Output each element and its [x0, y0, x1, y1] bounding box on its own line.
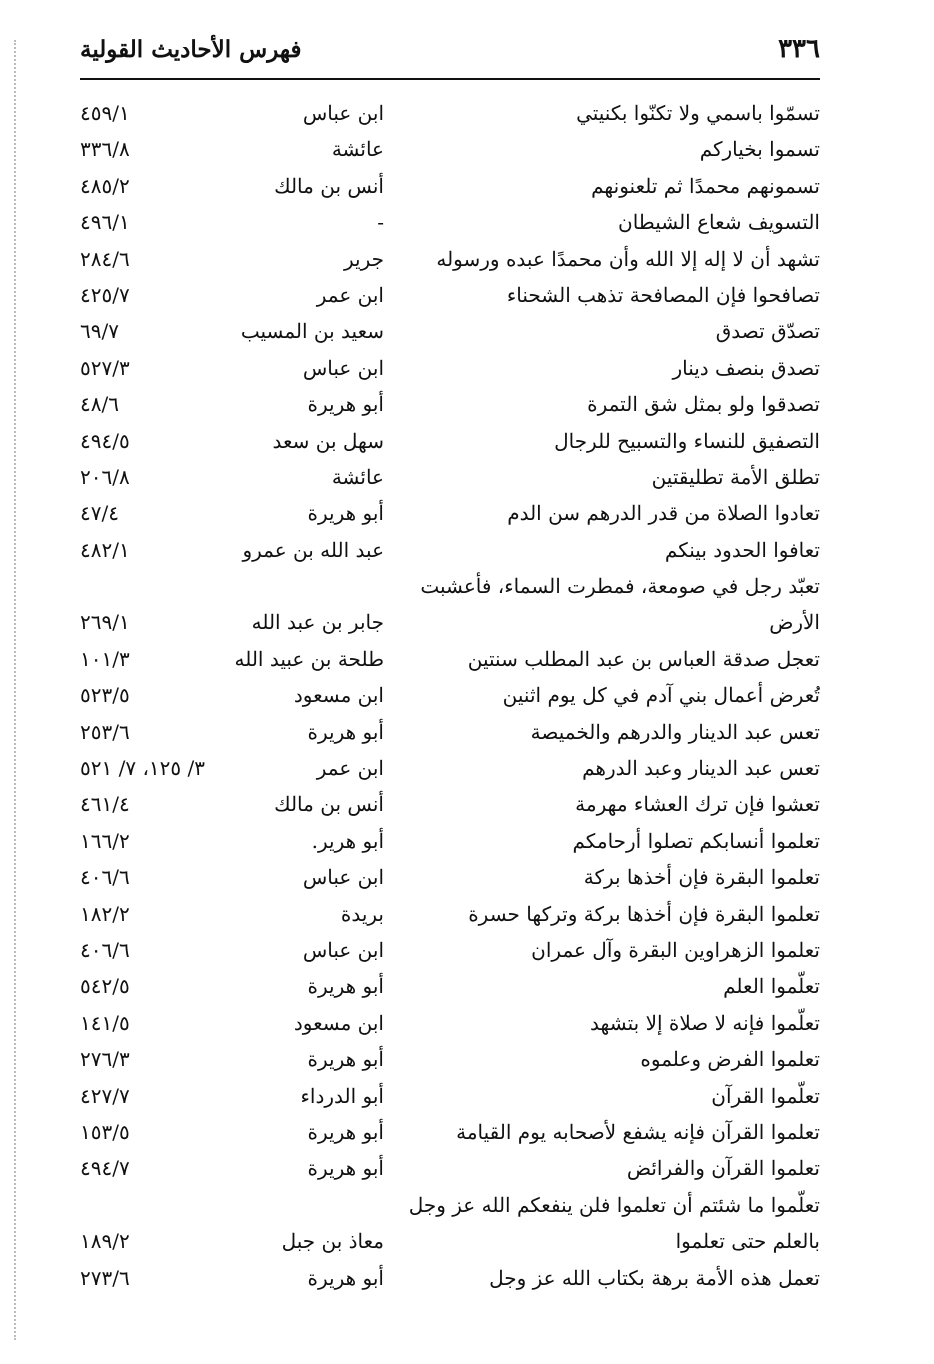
- index-entry-row: [80, 677, 820, 713]
- index-entry-row: [80, 714, 820, 750]
- narrator-name: عائشة: [331, 464, 384, 489]
- hadith-text: تعمل هذه الأمة برهة بكتاب الله عز وجل: [489, 1265, 820, 1290]
- volume-page-reference: ١٠١/٣: [80, 646, 130, 671]
- index-entry-row: [80, 350, 820, 386]
- index-entry-row: [80, 786, 820, 822]
- index-entry-row: [80, 313, 820, 349]
- index-entry-row: [80, 277, 820, 313]
- index-entry-row: [80, 968, 820, 1004]
- volume-page-reference: ٤٨/٦: [80, 392, 119, 417]
- narrator-name: أبو هريرة: [307, 392, 384, 417]
- narrator-name: أبو هريرة: [307, 1156, 384, 1181]
- narrator-name: أبو هريرة: [307, 501, 384, 526]
- hadith-text: تسمّوا باسمي ولا تكنّوا بكنيتي: [576, 101, 820, 125]
- narrator-name: عائشة: [331, 137, 384, 162]
- narrator-name: أبو هريرة: [307, 974, 384, 999]
- volume-page-reference: ٢٦٩/١: [80, 610, 130, 635]
- index-entry-row: [80, 95, 820, 131]
- index-entry-row: [80, 1260, 820, 1296]
- hadith-text: تعلموا أنسابكم تصلوا أرحامكم: [572, 828, 820, 853]
- hadith-text: التصفيق للنساء والتسبيح للرجال: [554, 428, 820, 453]
- volume-page-reference: ٤٢٧/٧: [80, 1083, 130, 1108]
- hadith-text: تشهد أن لا إله إلا الله وأن محمدًا عبده ورسوله: [436, 246, 820, 271]
- volume-page-reference: ١٨٢/٢: [80, 901, 130, 926]
- volume-page-reference: ٤٩٤/٧: [80, 1156, 130, 1181]
- hadith-text: تصدق بنصف دينار: [672, 355, 820, 380]
- index-entry-row: [80, 423, 820, 459]
- volume-page-reference: ١٨٩/٢: [80, 1229, 130, 1254]
- index-entry-row: [80, 932, 820, 968]
- volume-page-reference: ٤٨٥/٢: [80, 173, 130, 198]
- hadith-text: تعلموا القرآن فإنه يشفع لأصحابه يوم القيامة: [456, 1119, 820, 1144]
- hadith-index-list: [80, 95, 820, 1295]
- hadith-text: تعلموا الزهراوين البقرة وآل عمران: [531, 938, 820, 962]
- volume-page-reference: ٥٤٢/٥: [80, 974, 130, 999]
- index-entry-row: [80, 495, 820, 531]
- hadith-text: تصدقوا ولو بمثل شق التمرة: [587, 392, 820, 417]
- narrator-name: جرير: [344, 246, 384, 271]
- index-entry-row: [80, 1078, 820, 1114]
- hadith-text: تعلّموا القرآن: [711, 1083, 820, 1108]
- hadith-text: تعلّموا العلم: [723, 974, 820, 999]
- hadith-text: التسويف شعاع الشيطان: [618, 210, 820, 235]
- hadith-text: تعلموا البقرة فإن أخذها بركة وتركها حسرة: [468, 901, 820, 926]
- narrator-name: أبو هريرة: [307, 1119, 384, 1144]
- narrator-name: سهل بن سعد: [272, 428, 384, 453]
- hadith-text: تعلّموا ما شئتم أن تعلموا فلن ينفعكم الله عز وجل بالعلم حتى تعلموا: [408, 1192, 820, 1254]
- narrator-name: أبو هريرة: [307, 1265, 384, 1290]
- index-entry-row: [80, 568, 820, 641]
- volume-page-reference: ٤٩٤/٥: [80, 428, 130, 453]
- narrator-name: أنس بن مالك: [274, 792, 384, 817]
- narrator-name: ابن عباس: [302, 355, 384, 380]
- narrator-name: عبد الله بن عمرو: [242, 537, 384, 562]
- volume-page-reference: ٤٠٦/٦: [80, 938, 130, 962]
- hadith-text: تُعرض أعمال بني آدم في كل يوم اثنين: [502, 683, 820, 708]
- hadith-text: تعس عبد الدينار والدرهم والخميصة: [530, 719, 820, 744]
- volume-page-reference: ١٤١/٥: [80, 1010, 130, 1035]
- volume-page-reference: ٤٥٩/١: [80, 101, 130, 125]
- hadith-text: تعادوا الصلاة من قدر الدرهم سن الدم: [507, 501, 820, 526]
- volume-page-reference: ٣/ ١٢٥، ٧/ ٥٢١: [80, 756, 205, 781]
- index-entry-row: [80, 131, 820, 167]
- volume-page-reference: ٦٩/٧: [80, 319, 119, 344]
- narrator-name: ابن عباس: [302, 101, 384, 125]
- hadith-text: تصافحوا فإن المصافحة تذهب الشحناء: [506, 282, 820, 307]
- index-entry-row: [80, 750, 820, 786]
- volume-page-reference: ٢٥٣/٦: [80, 719, 130, 744]
- hadith-text: تعس عبد الدينار وعبد الدرهم: [582, 756, 820, 781]
- narrator-name: ابن مسعود: [293, 683, 384, 708]
- narrator-name: معاذ بن جبل: [281, 1229, 384, 1254]
- index-entry-row: [80, 204, 820, 240]
- index-entry-row: [80, 823, 820, 859]
- narrator-name: أبو هريرة: [307, 1047, 384, 1072]
- index-entry-row: [80, 1150, 820, 1186]
- hadith-text: تعلموا الفرض وعلموه: [640, 1047, 820, 1072]
- page-header: [80, 28, 820, 80]
- index-entry-row: [80, 1041, 820, 1077]
- narrator-name: ابن عباس: [302, 938, 384, 962]
- index-entry-row: [80, 859, 820, 895]
- narrator-name: ابن مسعود: [293, 1010, 384, 1035]
- volume-page-reference: ١٦٦/٢: [80, 828, 130, 853]
- index-entry-row: [80, 641, 820, 677]
- narrator-name: ابن عباس: [302, 865, 384, 890]
- hadith-text: تعافوا الحدود بينكم: [664, 537, 820, 562]
- narrator-name: سعيد بن المسيب: [240, 319, 384, 344]
- narrator-name: ابن عمر: [316, 282, 384, 307]
- volume-page-reference: ٤٦١/٤: [80, 792, 130, 817]
- narrator-name: ابن عمر: [316, 756, 384, 781]
- hadith-text: تعشوا فإن ترك العشاء مهرمة: [575, 792, 820, 817]
- narrator-name: أبو هرير.: [311, 828, 384, 853]
- hadith-text: تسموا بخياركم: [699, 137, 820, 162]
- index-entry-row: [80, 168, 820, 204]
- hadith-text: تعجل صدقة العباس بن عبد المطلب سنتين: [467, 646, 820, 671]
- hadith-text: تعلّموا فإنه لا صلاة إلا بتشهد: [590, 1010, 820, 1035]
- volume-page-reference: ٥٢٣/٥: [80, 683, 130, 708]
- index-entry-row: [80, 386, 820, 422]
- volume-page-reference: ٤٢٥/٧: [80, 282, 130, 307]
- volume-page-reference: ٣٣٦/٨: [80, 137, 130, 162]
- page-number: ٣٣٦: [778, 34, 820, 64]
- narrator-name: أبو الدرداء: [300, 1083, 384, 1108]
- narrator-name: طلحة بن عبيد الله: [234, 646, 384, 671]
- index-entry-row: [80, 1114, 820, 1150]
- running-title: فهرس الأحاديث القولية: [80, 36, 302, 63]
- hadith-text: تسمونهم محمدًا ثم تلعنونهم: [591, 173, 820, 198]
- index-entry-row: [80, 459, 820, 495]
- scan-margin-dots: [14, 40, 16, 1340]
- index-entry-row: [80, 532, 820, 568]
- index-entry-row: [80, 1005, 820, 1041]
- hadith-text: تعلموا البقرة فإن أخذها بركة: [583, 865, 820, 890]
- index-entry-row: [80, 1187, 820, 1260]
- volume-page-reference: ٢٠٦/٨: [80, 464, 130, 489]
- volume-page-reference: ٢٨٤/٦: [80, 246, 130, 271]
- volume-page-reference: ٤٨٢/١: [80, 537, 130, 562]
- volume-page-reference: ٤٠٦/٦: [80, 865, 130, 890]
- volume-page-reference: ٤٧/٤: [80, 501, 119, 526]
- hadith-text: تعلموا القرآن والفرائض: [626, 1156, 820, 1181]
- hadith-text: تعبّد رجل في صومعة، فمطرت السماء، فأعشبت الأرض: [420, 574, 820, 635]
- index-entry-row: [80, 896, 820, 932]
- narrator-name: -: [377, 210, 384, 235]
- narrator-name: بريدة: [340, 901, 384, 926]
- volume-page-reference: ٢٧٣/٦: [80, 1265, 130, 1290]
- volume-page-reference: ٥٢٧/٣: [80, 355, 130, 380]
- hadith-text: تطلق الأمة تطليقتين: [651, 464, 820, 489]
- hadith-text: تصدّق تصدق: [715, 319, 820, 344]
- narrator-name: أبو هريرة: [307, 719, 384, 744]
- narrator-name: جابر بن عبد الله: [251, 610, 384, 635]
- narrator-name: أنس بن مالك: [274, 173, 384, 198]
- volume-page-reference: ٤٩٦/١: [80, 210, 130, 235]
- volume-page-reference: ٢٧٦/٣: [80, 1047, 130, 1072]
- index-entry-row: [80, 241, 820, 277]
- volume-page-reference: ١٥٣/٥: [80, 1119, 130, 1144]
